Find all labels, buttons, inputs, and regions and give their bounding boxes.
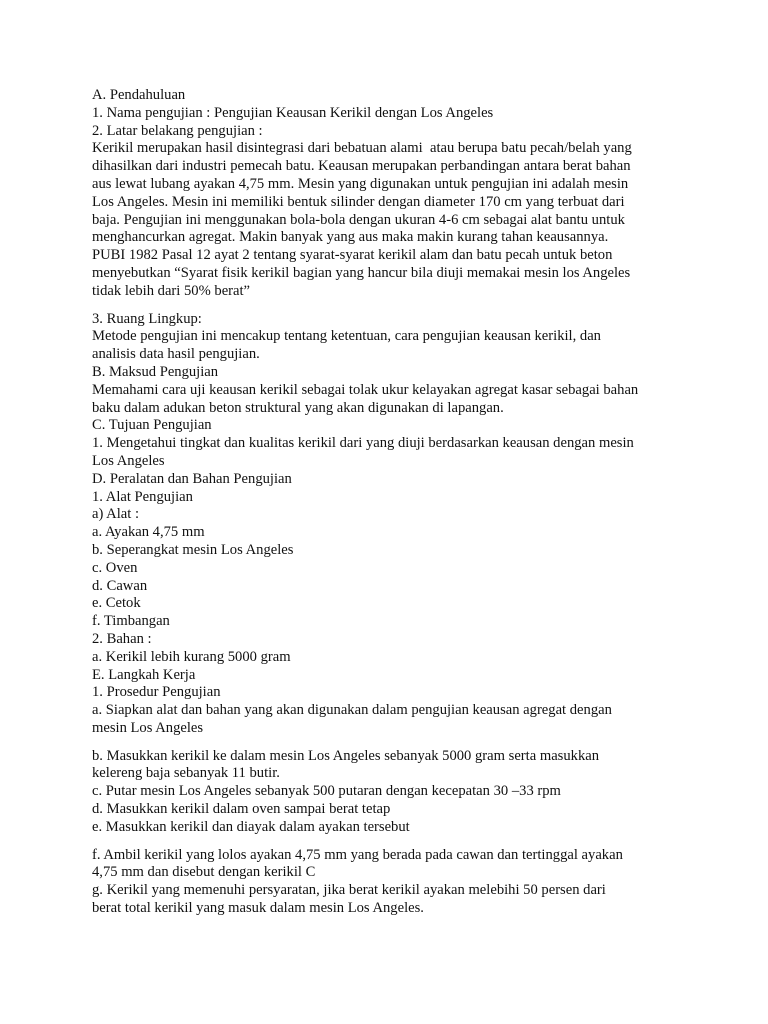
- text-line: b. Masukkan kerikil ke dalam mesin Los Angeles sebanyak 5000 gram serta masukkan: [92, 747, 600, 764]
- text-line: mesin Los Angeles: [92, 719, 204, 736]
- text-line: f. Timbangan: [92, 613, 170, 630]
- document-body: [92, 87, 692, 918]
- text-line: d. Masukkan kerikil dalam oven sampai berat tetap: [92, 801, 391, 818]
- text-line: 1. Nama pengujian : Pengujian Keausan Kerikil dengan Los Angeles: [92, 104, 494, 121]
- text-line: berat total kerikil yang masuk dalam mesin Los Angeles.: [92, 900, 424, 917]
- text-line: b. Seperangkat mesin Los Angeles: [92, 541, 294, 558]
- text-line: c. Oven: [92, 559, 138, 576]
- text-line: c. Putar mesin Los Angeles sebanyak 500 putaran dengan kecepatan 30 –33 rpm: [92, 783, 561, 800]
- text-line: E. Langkah Kerja: [92, 666, 196, 683]
- text-line: baja. Pengujian ini menggunakan bola-bola dengan ukuran 4-6 cm sebagai alat bantu untuk: [92, 211, 625, 228]
- text-line: e. Masukkan kerikil dan diayak dalam ayakan tersebut: [92, 818, 410, 835]
- text-line: 2. Latar belakang pengujian :: [92, 122, 263, 139]
- text-line: 3. Ruang Lingkup:: [92, 310, 202, 327]
- text-line: aus lewat lubang ayakan 4,75 mm. Mesin yang digunakan untuk pengujian ini adalah mesin: [92, 175, 629, 192]
- text-line: Kerikil merupakan hasil disintegrasi dari bebatuan alami atau berupa batu pecah/belah yang: [92, 140, 632, 157]
- text-line: menghancurkan agregat. Makin banyak yang aus maka makin kurang tahan keausannya.: [92, 229, 609, 246]
- text-line: 4,75 mm dan disebut dengan kerikil C: [92, 864, 316, 881]
- text-line: 1. Prosedur Pengujian: [92, 684, 221, 701]
- paragraph-gap: [92, 301, 692, 311]
- text-line: Memahami cara uji keausan kerikil sebagai tolak ukur kelayakan agregat kasar sebagai bahan: [92, 381, 639, 398]
- text-line: a) Alat :: [92, 506, 140, 523]
- text-line: Los Angeles: [92, 452, 165, 469]
- text-line: Metode pengujian ini mencakup tentang ketentuan, cara pengujian keausan kerikil, dan: [92, 328, 601, 345]
- text-line: g. Kerikil yang memenuhi persyaratan, jika berat kerikil ayakan melebihi 50 persen dari: [92, 882, 606, 899]
- text-line: tidak lebih dari 50% berat”: [92, 282, 251, 299]
- paragraph-gap: [92, 837, 692, 847]
- text-line: PUBI 1982 Pasal 12 ayat 2 tentang syarat-syarat kerikil alam dan batu pecah untuk beton: [92, 247, 613, 264]
- text-line: A. Pendahuluan: [92, 87, 186, 103]
- text-line: 1. Alat Pengujian: [92, 488, 193, 505]
- text-line: C. Tujuan Pengujian: [92, 417, 212, 434]
- text-line: Los Angeles. Mesin ini memiliki bentuk silinder dengan diameter 170 cm yang terbuat dari: [92, 193, 625, 210]
- text-line: kelereng baja sebanyak 11 butir.: [92, 765, 280, 782]
- text-line: d. Cawan: [92, 577, 148, 594]
- text-line: e. Cetok: [92, 595, 141, 612]
- text-line: B. Maksud Pengujian: [92, 363, 219, 380]
- text-line: dihasilkan dari industri pemecah batu. Keausan merupakan perbandingan antara berat bahan: [92, 158, 631, 175]
- text-line: menyebutkan “Syarat fisik kerikil bagian yang hancur bila diuji memakai mesin los Angeles: [92, 264, 631, 281]
- text-line: f. Ambil kerikil yang lolos ayakan 4,75 mm yang berada pada cawan dan tertinggal ayakan: [92, 846, 623, 863]
- paragraph-gap: [92, 738, 692, 748]
- text-line: a. Siapkan alat dan bahan yang akan digunakan dalam pengujian keausan agregat dengan: [92, 702, 612, 719]
- text-line: a. Kerikil lebih kurang 5000 gram: [92, 648, 291, 665]
- text-line: analisis data hasil pengujian.: [92, 346, 260, 363]
- text-line: a. Ayakan 4,75 mm: [92, 524, 205, 541]
- text-line: baku dalam adukan beton struktural yang akan digunakan di lapangan.: [92, 399, 504, 416]
- text-line: 1. Mengetahui tingkat dan kualitas kerikil dari yang diuji berdasarkan keausan dengan mesin: [92, 435, 634, 452]
- text-line: 2. Bahan :: [92, 630, 152, 647]
- text-line: D. Peralatan dan Bahan Pengujian: [92, 470, 292, 487]
